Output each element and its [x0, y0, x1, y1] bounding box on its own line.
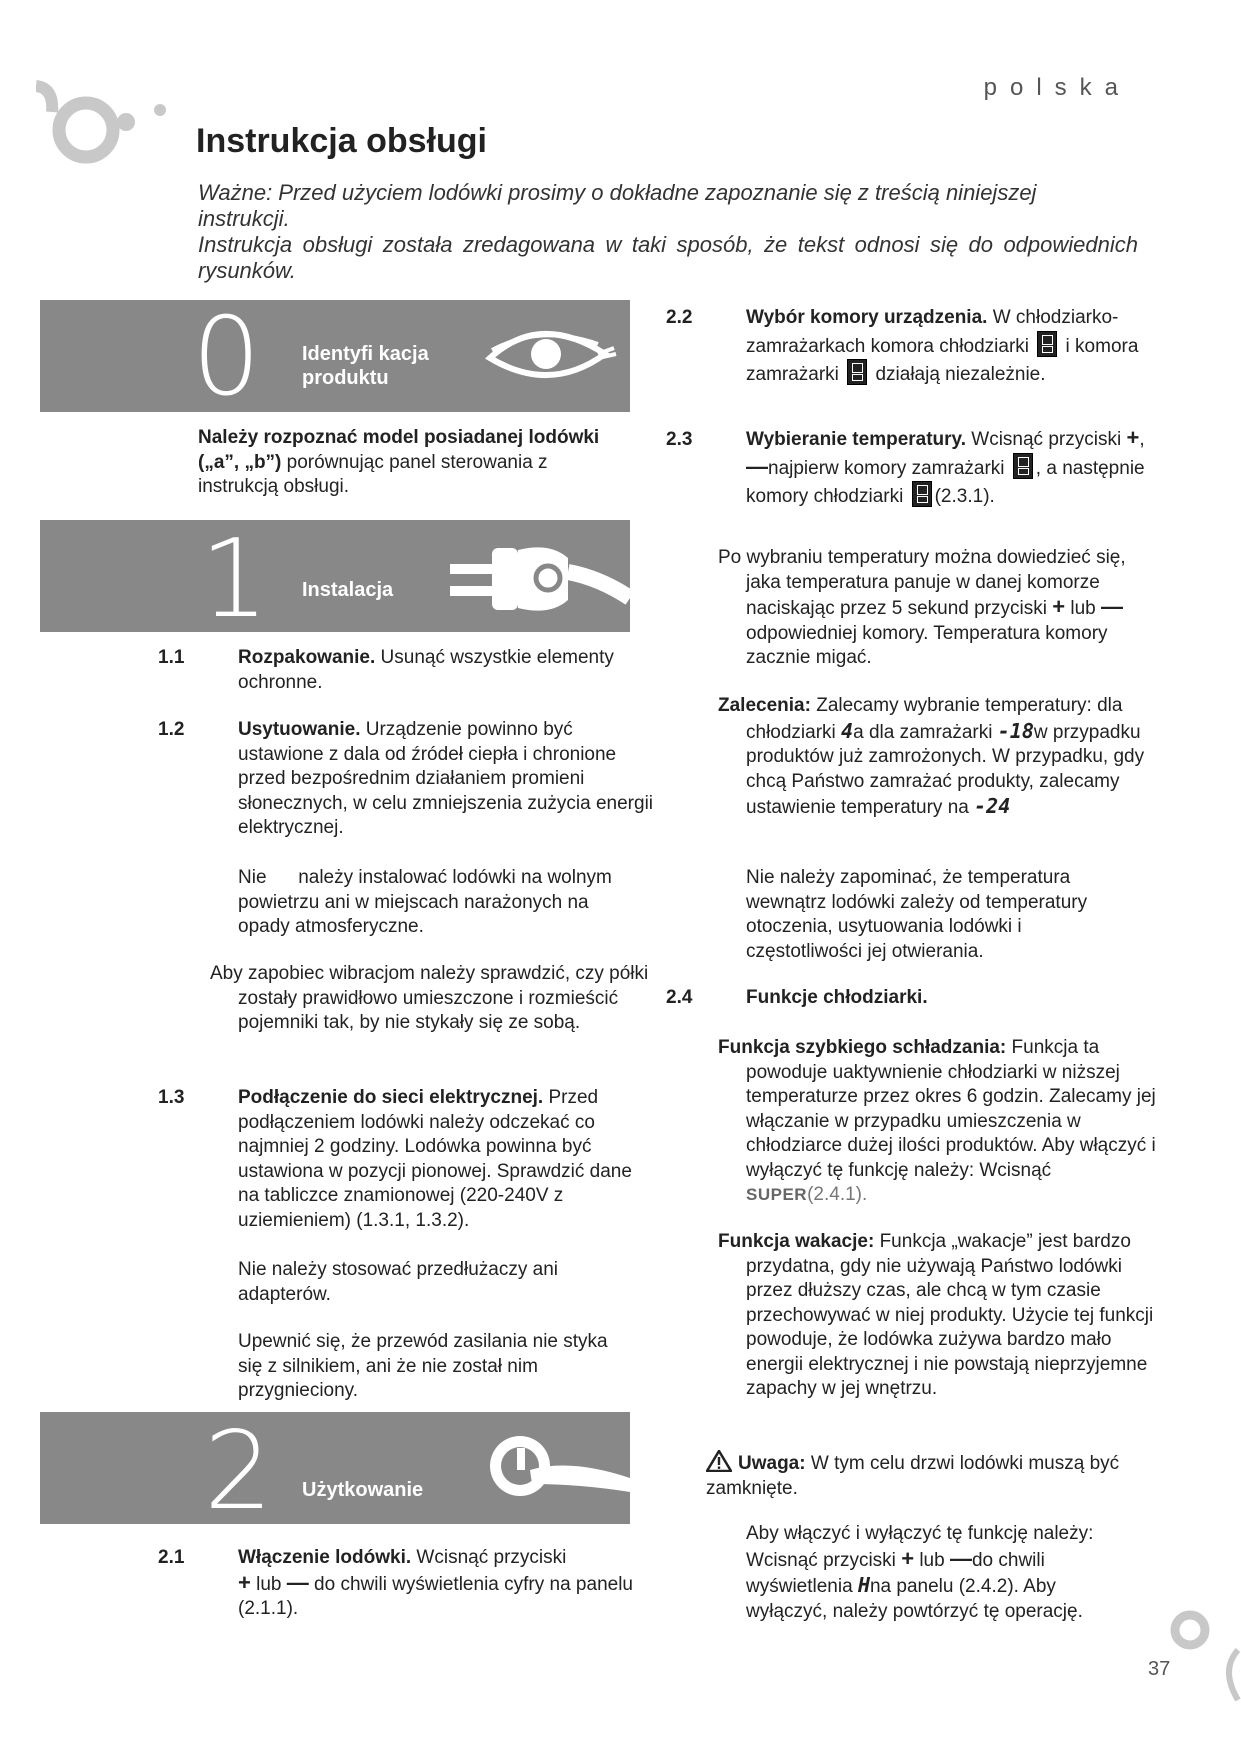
- section-number: 0: [192, 300, 261, 412]
- paragraph-text: Funkcja ta powoduje uaktywnienie chłodziarki w niższej temperaturze przez okres 6 godzin. Zalecamy jej włączanie w przypadku umieszczenia w chłodziarce dużej ilości produktów. Aby włączyć i wyłączyć tę funkcję należy: Wcisnąć: [746, 1037, 1156, 1181]
- section-number: 2: [204, 1412, 273, 1524]
- eye-icon: [480, 314, 620, 398]
- paragraph-text: Wcisnąć przyciski: [965, 429, 1127, 450]
- section-banner-1: [40, 520, 630, 632]
- paragraph-number: 2.4: [666, 987, 693, 1008]
- paragraph-1-3-cable: Upewnić się, że przewód zasilania nie styka się z silnikiem, ani że nie został nim przygnieciony.: [238, 1331, 608, 1401]
- paragraph-holiday: [718, 1230, 1156, 1402]
- paragraph-text: Przed podłączeniem lodówki należy odczekać co najmniej 2 godziny. Lodówka powinna być ustawiona w pozycji pionowej. Sprawdzić dane na tabliczce znamionowej (220-240V z uziemieniem) (1.3.1, 1.3.2).: [238, 1087, 632, 1231]
- paragraph-text: Funkcja „wakacje” jest bardzo przydatna, gdy nie używają Państwo lodówki przez dłuższy czas, ale chcą w tym czasie przechowywać w niej produkty. Użycie tej funkcji powoduje, że lodówka zużywa bardzo mało energii elektrycznej i nie powstają nieprzyjemne zapachy w jej wnętrzu.: [746, 1231, 1154, 1399]
- section0-text-rest: porównując panel sterowania z instrukcją obsługi.: [198, 451, 548, 497]
- display-value-18: -18: [997, 718, 1034, 743]
- paragraph-2-3-check: [718, 546, 1146, 671]
- paragraph-text: Urządzenie powinno być ustawione z dala od źródeł ciepła i chronione przed bezpośrednim działaniem promieni słonecznych, w celu zmniejszenia zużycia energii elektrycznej.: [238, 719, 654, 838]
- minus-symbol: —: [949, 1545, 972, 1571]
- section-title: [302, 342, 429, 390]
- paragraph-heading: Wybieranie temperatury.: [746, 429, 966, 450]
- paragraph-1-2-outdoor: [238, 866, 643, 940]
- super-button-label: SUPER: [746, 1185, 808, 1204]
- paragraph-number: 2.2: [666, 307, 693, 328]
- section0-text: [198, 426, 618, 500]
- language-label: polska: [983, 74, 1131, 101]
- paragraph-text: Zalecamy wybranie temperatury: dla chłodziarki: [746, 695, 1123, 743]
- section-title-line1: Identyfi kacja: [302, 343, 429, 365]
- plus-symbol: +: [901, 1545, 915, 1571]
- paragraph-number: 1.2: [158, 719, 185, 740]
- plug-icon: [450, 528, 630, 628]
- brand-logo-icon: [36, 78, 166, 178]
- paragraph-text-a: Nie: [238, 867, 267, 888]
- minus-symbol: —: [746, 453, 768, 479]
- paragraph-2-4: [666, 986, 1156, 1011]
- paragraph-heading: Podłączenie do sieci elektrycznej.: [238, 1087, 544, 1108]
- paragraph-temperature-note: Nie należy zapominać, że temperatura wewnątrz lodówki zależy od temperatury otoczenia, usytuowania lodówki i częstotliwości jej otwierania.: [746, 867, 1088, 962]
- paragraph-holiday-instructions: [746, 1522, 1136, 1624]
- fridge-compartment-icon: [1037, 331, 1057, 357]
- plus-symbol: +: [238, 1569, 251, 1595]
- paragraph-1-2-vibration: Aby zapobiec wibracjom należy sprawdzić, czy półki zostały prawidłowo umieszczone i rozmieścić pojemniki tak, by nie stykały się ze sobą.: [210, 963, 649, 1033]
- paragraph-fast-cooling: [718, 1036, 1156, 1208]
- freezer-compartment-icon: [1013, 453, 1033, 479]
- paragraph-2-3: [666, 425, 1156, 510]
- section-number: 1: [200, 520, 269, 632]
- paragraph-heading: Funkcja szybkiego schładzania:: [718, 1037, 1007, 1058]
- paragraph-text: Wcisnąć przyciski: [411, 1547, 567, 1568]
- display-value-4: 4: [841, 718, 854, 743]
- paragraph-heading: Wybór komory urządzenia.: [746, 307, 988, 328]
- freezer-compartment-icon: [847, 359, 867, 385]
- finger-button-icon: [480, 1422, 630, 1522]
- paragraph-text: odpowiedniej komory. Temperatura komory zacznie migać.: [746, 622, 1108, 668]
- paragraph-text: (2.3.1).: [934, 486, 995, 507]
- paragraph-heading: Włączenie lodówki.: [238, 1547, 412, 1568]
- paragraph-2-2: [666, 306, 1156, 388]
- paragraph-text: na panelu (2.4.2). Aby wyłączyć, należy powtórzyć tę operację.: [746, 1576, 1083, 1622]
- warning-icon: [706, 1450, 732, 1472]
- paragraph-heading: Funkcja wakacje:: [718, 1231, 875, 1252]
- paragraph-number: 1.1: [158, 647, 185, 668]
- paragraph-text: W tym celu drzwi lodówki muszą być zamknięte.: [706, 1453, 1120, 1499]
- important-note: Ważne: Przed użyciem lodówki prosimy o dokładne zapoznanie się z treścią niniejszej instrukcji.: [198, 180, 1037, 231]
- paragraph-1-1: [158, 646, 658, 695]
- paragraph-text: działają niezależnie.: [870, 364, 1046, 385]
- display-value-24: -24: [974, 794, 1011, 818]
- page-number: 37: [1148, 1658, 1171, 1680]
- paragraph-number: 2.3: [666, 429, 693, 450]
- paragraph-heading: Funkcje chłodziarki.: [746, 987, 928, 1008]
- intro-text: Instrukcja obsługi została zredagowana w taki sposób, że tekst odnosi się do odpowiednich rysunków.: [198, 232, 1138, 283]
- paragraph-heading: Uwaga:: [738, 1453, 806, 1474]
- paragraph-text: lub: [250, 1573, 287, 1595]
- paragraph-heading: Rozpakowanie.: [238, 647, 376, 668]
- paragraph-text: (2.4.1).: [807, 1184, 868, 1205]
- section-title: Instalacja: [302, 579, 394, 601]
- paragraph-text: Po wybraniu temperatury można dowiedzieć się, jaka temperatura panuje w danej komorze naciskając przez 5 sekund przyciski: [718, 547, 1126, 619]
- paragraph-text: Usunąć wszystkie elementy ochronne.: [238, 647, 614, 693]
- paragraph-text: lub: [914, 1549, 950, 1571]
- section-title-line2: produktu: [302, 367, 389, 389]
- paragraph-2-1: [158, 1546, 658, 1622]
- paragraph-text: W chłodziarko-zamrażarkach komora chłodziarki: [746, 307, 1119, 357]
- paragraph-number: 1.3: [158, 1087, 185, 1108]
- plus-symbol: +: [1126, 425, 1140, 450]
- page-title: Instrukcja obsługi: [196, 122, 487, 160]
- paragraph-text: ,: [1139, 429, 1145, 450]
- display-value-h: H: [857, 1573, 870, 1597]
- paragraph-heading: Usytuowanie.: [238, 719, 361, 740]
- brand-logo-icon: [1160, 1610, 1241, 1705]
- paragraph-text: do chwili wyświetlenia: [746, 1549, 1045, 1597]
- paragraph-number: 2.1: [158, 1547, 185, 1568]
- paragraph-heading: Zalecenia:: [718, 695, 811, 716]
- paragraph-text: najpierw komory zamrażarki: [768, 457, 1010, 479]
- section-banner-2: [40, 1412, 630, 1524]
- section0-text-bold: Należy rozpoznać model posiadanej lodówki („a”, „b”): [198, 427, 600, 473]
- paragraph-1-2: [158, 718, 658, 841]
- paragraph-warning: [706, 1450, 1126, 1501]
- plus-symbol: +: [1052, 594, 1066, 619]
- paragraph-text: w przypadku produktów już zamrożonych. W przypadku, gdy chcą Państwo zamrażać produkty, zalecamy ustawienie temperatury na: [746, 721, 1145, 818]
- paragraph-1-3: [158, 1086, 658, 1233]
- paragraph-text: do chwili wyświetlenia cyfry na panelu (2.1.1).: [238, 1573, 633, 1619]
- minus-symbol: —: [286, 1569, 309, 1595]
- paragraph-text: Aby włączyć i wyłączyć tę funkcję należy: Wcisnąć przyciski: [746, 1523, 1094, 1571]
- paragraph-text-b: należy instalować lodówki na wolnym powietrzu ani w miejscach narażonych na opady atmosferyczne.: [238, 867, 612, 937]
- paragraph-text: i komora zamrażarki: [746, 335, 1139, 385]
- section-banner-0: [40, 300, 630, 412]
- paragraph-recommendations: [718, 694, 1146, 821]
- fridge-compartment-icon: [912, 481, 932, 507]
- paragraph-1-3-adapters: Nie należy stosować przedłużaczy ani adapterów.: [238, 1259, 558, 1305]
- paragraph-text: a dla zamrażarki: [853, 721, 998, 743]
- minus-symbol: —: [1101, 594, 1124, 619]
- section-title: Użytkowanie: [302, 1479, 424, 1501]
- paragraph-text: , a następnie komory chłodziarki: [746, 457, 1145, 507]
- paragraph-text: lub: [1065, 598, 1102, 619]
